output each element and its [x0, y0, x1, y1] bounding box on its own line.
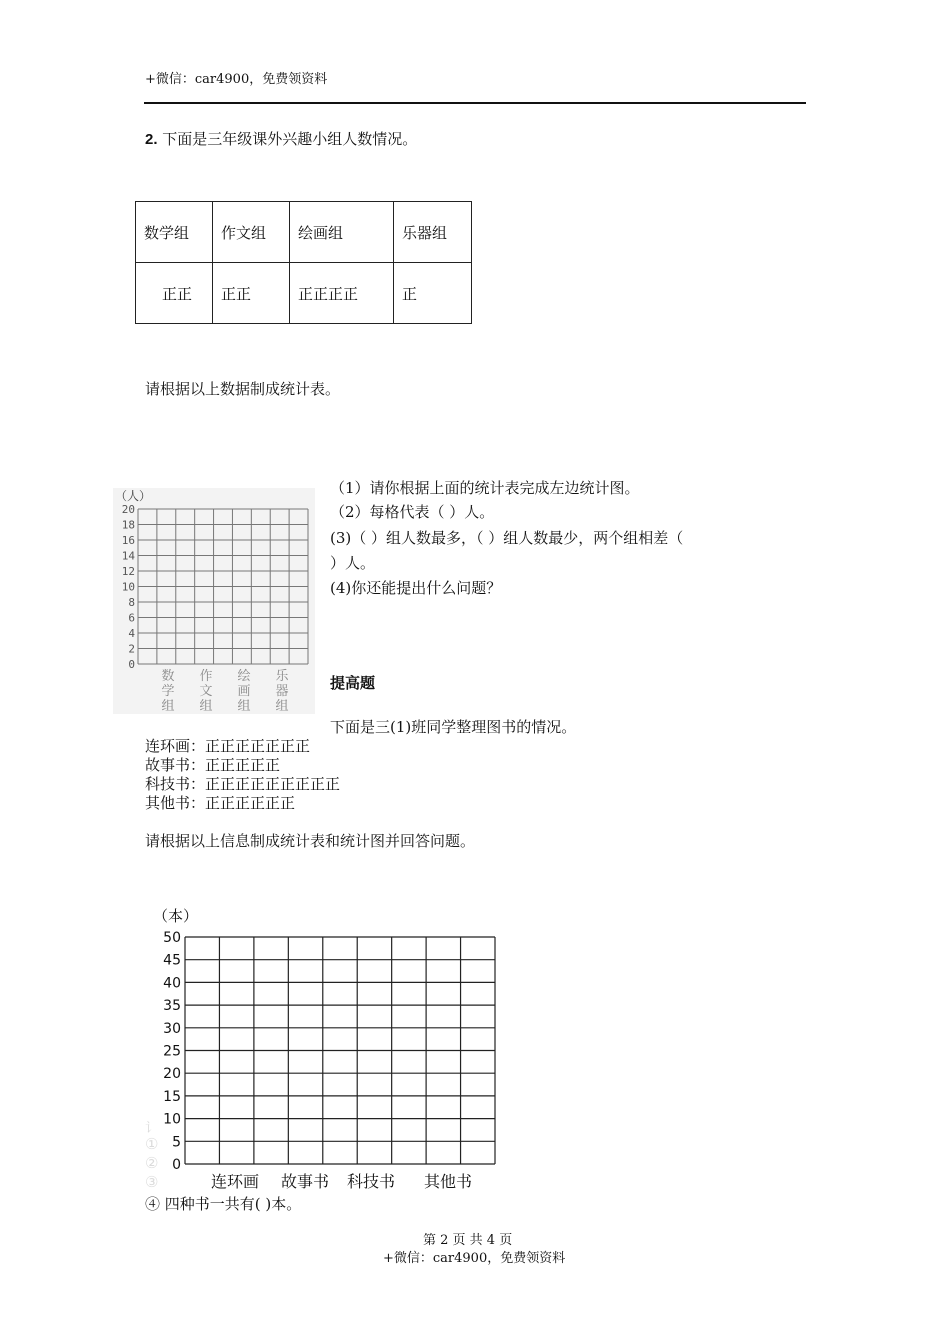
table-header-cell: 乐器组: [394, 202, 472, 263]
table-header-cell: 绘画组: [290, 202, 394, 263]
grid-lines: [138, 509, 308, 664]
x-category-char: 组: [237, 699, 251, 714]
x-category-char: 学: [161, 684, 175, 699]
y-tick-label: 35: [163, 998, 181, 1015]
y-tick-label: 50: [163, 930, 181, 946]
y-tick-label: 10: [163, 1111, 181, 1128]
x-category-char: 组: [161, 699, 175, 714]
table-cell: 正正正正: [290, 263, 394, 324]
y-tick-label: 0: [128, 658, 135, 671]
blank-bar-chart-people: [113, 488, 315, 714]
y-tick-label: 18: [121, 518, 135, 532]
x-category-labels: [211, 1172, 472, 1191]
advanced-intro: 下面是三(1)班同学整理图书的情况。: [330, 718, 577, 736]
header-note: +微信：car4900，免费领资料: [145, 72, 328, 87]
y-tick-label: 4: [128, 627, 135, 640]
x-category-char: 作: [199, 669, 213, 684]
x-category-label: 其他书: [423, 1172, 473, 1191]
question-2: （2）每格代表（ ）人。: [330, 503, 495, 521]
table-cell: 正正: [213, 263, 290, 324]
table-row: [136, 263, 472, 324]
y-tick-label: 45: [163, 952, 181, 969]
x-category-char: 组: [275, 699, 289, 714]
y-tick-label: 14: [121, 549, 135, 563]
y-tick-labels: [122, 503, 136, 671]
y-tick-label: 15: [163, 1088, 181, 1105]
blank-bar-chart-books: [145, 902, 505, 1198]
table-cell: 正正: [136, 263, 213, 324]
x-category-char: 组: [199, 699, 213, 714]
question-1: （1）请你根据上面的统计表完成左边统计图。: [330, 479, 640, 497]
book-tally-line: 故事书：正正正正正: [145, 756, 281, 774]
book-tally-line: 其他书：正正正正正正: [145, 794, 296, 812]
y-tick-label: 10: [121, 580, 135, 594]
y-unit-label: （本）: [153, 907, 199, 925]
chart-grid-svg: [145, 902, 505, 1198]
y-tick-label: 6: [128, 611, 135, 625]
y-tick-label: 5: [172, 1134, 181, 1151]
y-tick-label: 40: [163, 975, 181, 992]
table-header-cell: 数学组: [136, 202, 213, 263]
y-tick-label: 30: [163, 1020, 181, 1037]
y-tick-label: 2: [128, 642, 135, 656]
y-unit-label: （人）: [115, 489, 152, 503]
table-header-cell: 作文组: [213, 202, 290, 263]
x-category-label: 连环画: [210, 1172, 260, 1191]
x-category-char: 器: [275, 684, 289, 699]
y-tick-label: 20: [163, 1066, 181, 1083]
x-category-label: 科技书: [346, 1172, 396, 1191]
book-tally-line: 连环画：正正正正正正正: [145, 737, 311, 755]
x-category-char: 画: [237, 684, 251, 699]
table-header-row: [136, 202, 472, 263]
question-text: 下面是三年级课外兴趣小组人数情况。: [162, 130, 418, 148]
question-4: (4)你还能提出什么问题？: [330, 579, 502, 597]
question-2-intro: [145, 128, 417, 149]
instruction-text: 请根据以上数据制成统计表。: [145, 380, 341, 398]
x-category-char: 文: [199, 684, 213, 699]
y-tick-label: 8: [128, 596, 135, 609]
book-tally-line: 科技书：正正正正正正正正正: [145, 775, 341, 793]
tally-table: [135, 201, 472, 324]
section-title: 提高题: [330, 674, 376, 692]
question-3-line2: ）人。: [330, 554, 376, 572]
advanced-question-4: ④ 四种书一共有( )本。: [145, 1195, 302, 1213]
footer-note: +微信：car4900，免费领资料: [383, 1251, 566, 1266]
table-cell: 正: [394, 263, 472, 324]
y-tick-label: 20: [121, 503, 135, 516]
advanced-instruction: 请根据以上信息制成统计表和统计图并回答问题。: [145, 832, 476, 850]
y-tick-label: 12: [121, 565, 135, 578]
question-3-line1: (3)（ ）组人数最多，（ ）组人数最少，两个组相差（: [330, 529, 684, 547]
y-tick-label: 16: [121, 534, 135, 547]
grid-lines: [185, 937, 495, 1164]
question-number: 2.: [145, 131, 158, 148]
chart-grid-svg: [113, 488, 315, 714]
x-category-char: 绘: [237, 669, 251, 684]
x-category-labels: [161, 668, 289, 714]
header-divider: [144, 102, 806, 104]
y-tick-label: 0: [172, 1157, 181, 1173]
x-category-label: 故事书: [280, 1172, 330, 1191]
x-category-char: 乐: [275, 669, 289, 684]
y-tick-label: 25: [163, 1043, 181, 1060]
x-category-char: 数: [161, 669, 175, 684]
page-number: 第 2 页 共 4 页: [423, 1233, 513, 1248]
